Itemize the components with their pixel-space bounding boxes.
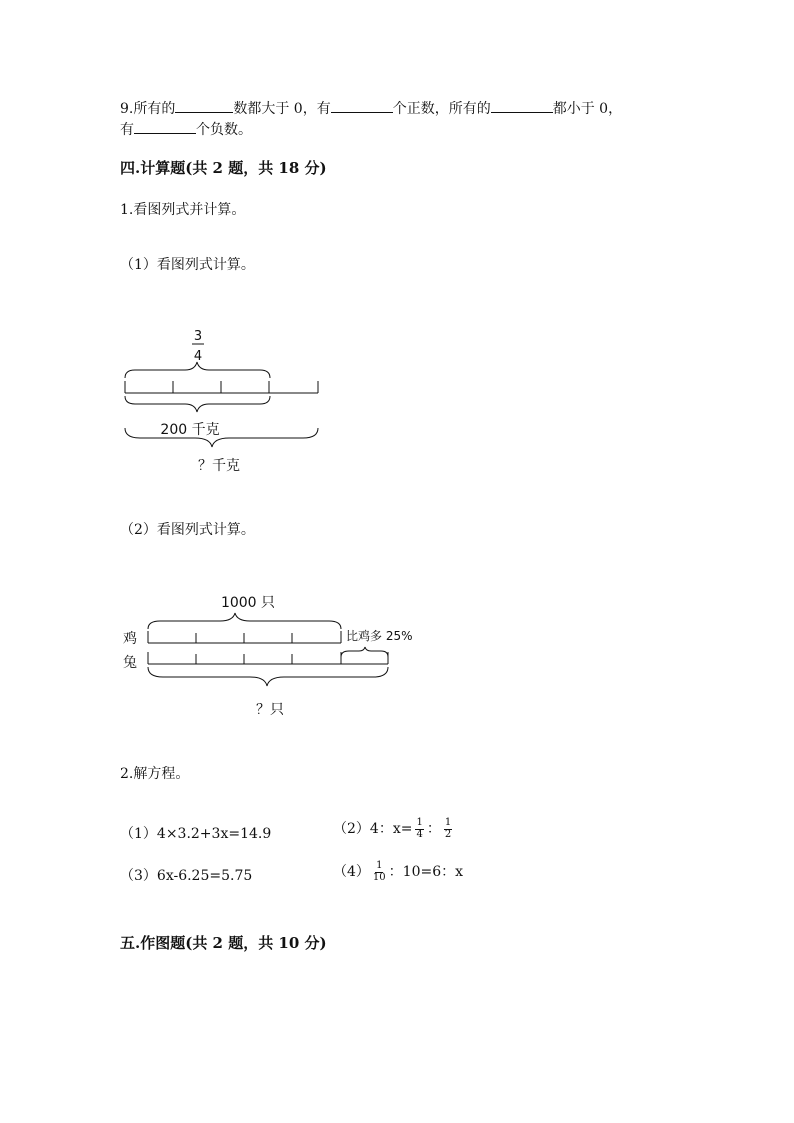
q9-text-6: 个负数。 xyxy=(196,122,252,138)
equation-2-prefix: （2）4：x= xyxy=(333,821,413,837)
section-5-title: 五.作图题(共 2 题，共 10 分) xyxy=(120,934,327,952)
total-label: ？千克 xyxy=(198,458,240,474)
rabbit-total-brace xyxy=(148,667,388,686)
diagram-weight xyxy=(110,320,340,480)
section-4-title: 四.计算题(共 2 题，共 18 分) xyxy=(120,159,327,177)
q9-text-1: 9.所有的 xyxy=(120,101,176,117)
equation-4 xyxy=(333,861,463,883)
question-1-sub-1: （1）看图列式计算。 xyxy=(120,257,255,273)
rabbit-label: 兔 xyxy=(123,655,137,671)
q9-text-2: 数都大于 0，有 xyxy=(233,101,331,117)
equation-2 xyxy=(333,818,455,840)
question-9-line-1 xyxy=(120,98,622,118)
equation-4-fraction: $\frac{1}{10}$ xyxy=(372,860,386,883)
top-brace xyxy=(125,362,270,378)
more-label: 比鸡多 25% xyxy=(346,629,413,643)
equation-2-fraction-2: $\frac{1}{2}$ xyxy=(444,817,452,840)
q9-text-3: 个正数，所有的 xyxy=(392,101,491,117)
fraction-numerator: 3 xyxy=(193,329,203,344)
equation-2-separator: ： xyxy=(426,821,441,837)
equation-1: （1）4×3.2+3x=14.9 xyxy=(120,826,272,842)
question-2-title: 2.解方程。 xyxy=(120,766,190,782)
answer-blank-3[interactable] xyxy=(491,111,553,113)
answer-blank-1[interactable] xyxy=(175,111,233,113)
question-9-line-2 xyxy=(120,119,252,139)
chicken-total-label: 1000 只 xyxy=(220,595,276,611)
question-1-title: 1.看图列式并计算。 xyxy=(120,202,246,218)
total-brace xyxy=(125,428,318,447)
rabbit-total-label: ？只 xyxy=(256,702,284,718)
part-label: 200 千克 xyxy=(160,422,220,438)
extra-brace xyxy=(341,647,388,657)
answer-blank-4[interactable] xyxy=(134,132,196,134)
q9-text-5: 有 xyxy=(120,122,134,138)
chicken-brace xyxy=(148,613,341,629)
question-1-sub-2: （2）看图列式计算。 xyxy=(120,522,255,538)
fraction-denominator: 4 xyxy=(193,349,203,364)
q9-text-4: 都小于 0， xyxy=(552,101,623,117)
part-brace xyxy=(125,396,270,412)
equation-4-prefix: （4） xyxy=(333,864,370,880)
answer-blank-2[interactable] xyxy=(331,111,393,113)
chicken-label: 鸡 xyxy=(123,631,137,647)
equation-4-suffix: ：10=6：x xyxy=(388,864,464,880)
diagram-chicken-rabbit xyxy=(115,585,435,725)
equation-3: （3）6x-6.25=5.75 xyxy=(120,868,253,884)
equation-2-fraction-1: $\frac{1}{4}$ xyxy=(416,817,423,840)
